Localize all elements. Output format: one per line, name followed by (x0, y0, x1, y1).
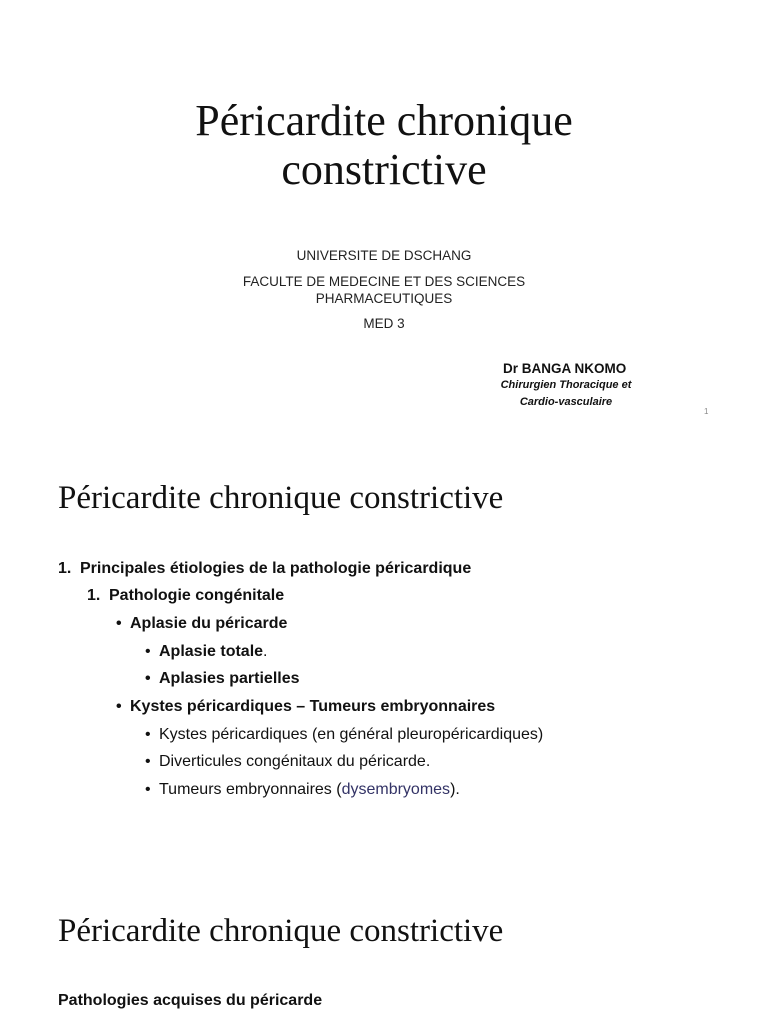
bullet-icon: • (145, 753, 151, 770)
university-name: UNIVERSITE DE DSCHANG (296, 248, 472, 263)
outline-item-1-1 (87, 586, 284, 606)
bullet-text: Tumeurs embryonnaires ( (159, 781, 342, 798)
bullet-icon: • (145, 726, 151, 743)
slide3-subtitle: Pathologies acquises du péricarde (58, 992, 323, 1009)
slide1-title (0, 96, 768, 194)
bullet-diverticules (145, 752, 430, 772)
bullet-text: Aplasie du péricarde (130, 615, 288, 632)
faculty-line1: FACULTE DE MEDECINE ET DES SCIENCES (242, 274, 526, 289)
course-level: MED 3 (363, 316, 405, 331)
outline-item-1 (58, 559, 471, 579)
outline-number: 1. (58, 560, 72, 577)
outline-text: Pathologie congénitale (109, 587, 285, 604)
bullet-aplasie (116, 614, 287, 634)
bullet-aplasies-partielles (145, 669, 300, 689)
slide3-title: Péricardite chronique constrictive (58, 913, 504, 949)
author-name: Dr BANGA NKOMO (503, 361, 627, 376)
faculty-line2: PHARMACEUTIQUES (315, 291, 453, 306)
bullet-kystes-pericardiques (145, 725, 543, 745)
bullet-tumeurs-embryonnaires (145, 780, 460, 800)
slide1-title-line1: Péricardite chronique (195, 96, 573, 145)
bullet-icon: • (145, 643, 151, 660)
bullet-text: Aplasies partielles (159, 670, 300, 687)
bullet-text-suffix: ). (450, 781, 460, 798)
outline-number: 1. (87, 587, 101, 604)
bullet-text: Aplasie totale (159, 643, 264, 660)
author-role-line1: Chirurgien Thoracique et (500, 379, 632, 391)
dysembryomes-term: dysembryomes (341, 781, 451, 798)
bullet-text: Diverticules congénitaux du péricarde. (159, 753, 431, 770)
outline-text: Principales étiologies de la pathologie péricardique (80, 560, 472, 577)
bullet-text: Kystes péricardiques (en général pleuropéricardiques) (159, 726, 544, 743)
bullet-icon: • (145, 781, 151, 798)
bullet-kystes-tumeurs (116, 697, 495, 717)
bullet-icon: • (116, 615, 122, 632)
bullet-icon: • (145, 670, 151, 687)
slide2-title: Péricardite chronique constrictive (58, 480, 504, 516)
bullet-text-suffix: . (263, 643, 268, 660)
bullet-icon: • (116, 698, 122, 715)
slide-page-number: 1 (704, 407, 709, 416)
bullet-text: Kystes péricardiques – Tumeurs embryonnaires (130, 698, 496, 715)
author-role-line2: Cardio-vasculaire (519, 396, 613, 408)
slide1-title-line2: constrictive (281, 145, 487, 194)
bullet-aplasie-totale (145, 642, 267, 662)
